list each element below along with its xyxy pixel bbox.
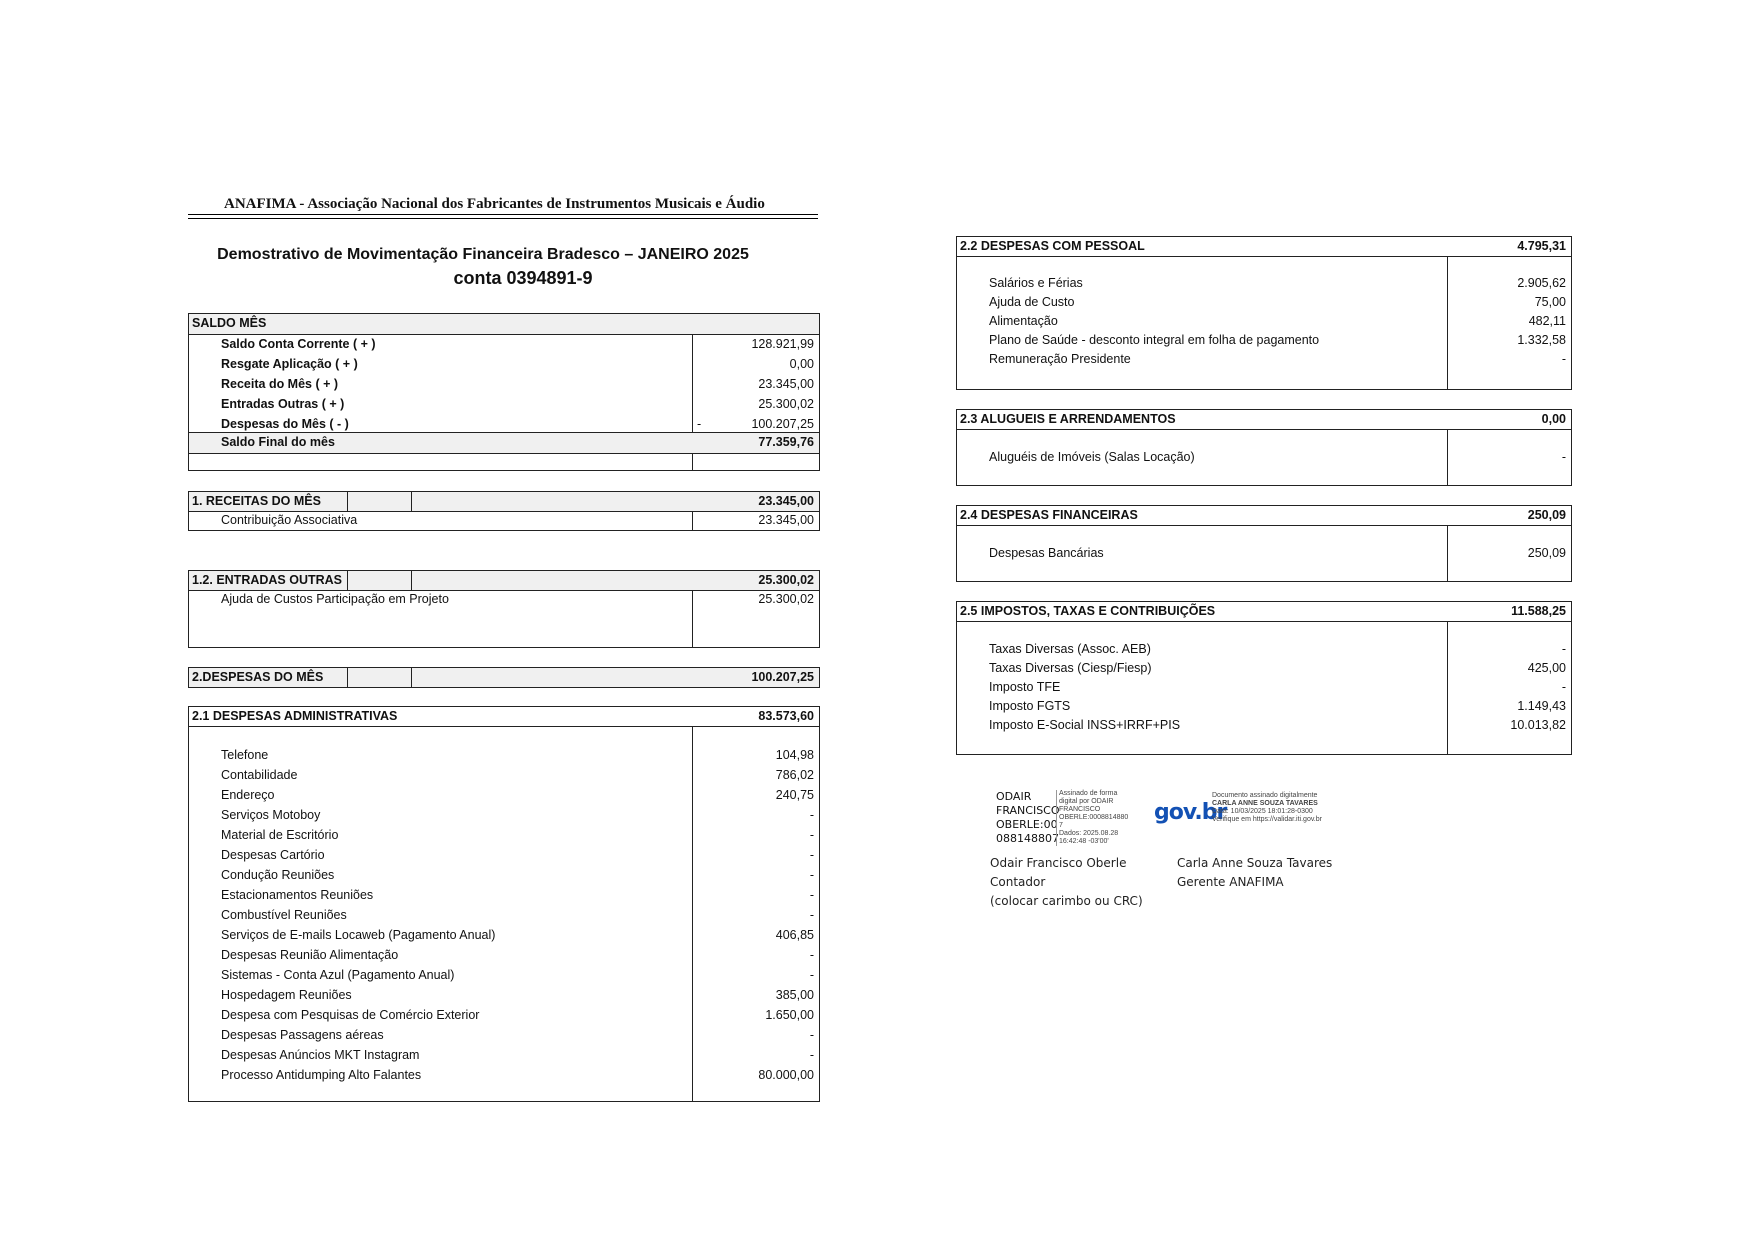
pessoal-row-value: 2.905,62 <box>1517 276 1566 290</box>
saldo-row-value: 23.345,00 <box>758 377 814 391</box>
impostos-row-value: - <box>1561 680 1566 694</box>
impostos-total: 11.588,25 <box>1511 604 1566 618</box>
minus-sign: - <box>697 417 702 431</box>
admin-row-label: Endereço <box>221 788 275 802</box>
sig-name-line: OBERLE:00 <box>996 818 1058 831</box>
admin-row-label: Serviços Motoboy <box>221 808 321 822</box>
alugueis-row-label: Aluguéis de Imóveis (Salas Locação) <box>989 450 1195 464</box>
signer-carla <box>1177 854 1332 892</box>
header-rule <box>188 218 818 219</box>
alugueis-total: 0,00 <box>1541 412 1566 426</box>
saldo-final-label: Saldo Final do mês <box>221 435 335 449</box>
admin-row-label: Sistemas - Conta Azul (Pagamento Anual) <box>221 968 455 982</box>
signature-block-odair <box>996 790 1060 846</box>
receitas-table <box>188 491 820 531</box>
admin-row-value: - <box>809 888 814 902</box>
admin-row-label: Material de Escritório <box>221 828 339 842</box>
pessoal-row-label: Ajuda de Custo <box>989 295 1075 309</box>
admin-row-value: - <box>809 828 814 842</box>
admin-row-value: - <box>809 1028 814 1042</box>
despesas-mes-heading: 2.DESPESAS DO MÊS <box>192 670 324 684</box>
gov-detail-line: CARLA ANNE SOUZA TAVARES <box>1212 800 1318 807</box>
pessoal-heading: 2.2 DESPESAS COM PESSOAL <box>960 239 1145 253</box>
pessoal-row-value: - <box>1561 352 1566 366</box>
saldo-row-value: 25.300,02 <box>758 397 814 411</box>
financeiras-heading: 2.4 DESPESAS FINANCEIRAS <box>960 508 1138 522</box>
despesas-admin-total: 83.573,60 <box>758 709 814 723</box>
admin-row-value: 385,00 <box>775 988 814 1002</box>
entradas-total: 25.300,02 <box>758 573 814 587</box>
signature-details-odair <box>1056 790 1129 846</box>
admin-row-label: Telefone <box>221 748 269 762</box>
admin-row-value: - <box>809 968 814 982</box>
impostos-row-label: Taxas Diversas (Assoc. AEB) <box>989 642 1151 656</box>
gov-detail-line: Documento assinado digitalmente <box>1212 792 1318 799</box>
signer-name: Carla Anne Souza Tavares <box>1177 856 1333 870</box>
alugueis-heading: 2.3 ALUGUEIS E ARRENDAMENTOS <box>960 412 1176 426</box>
admin-row-value: - <box>809 808 814 822</box>
entradas-table <box>188 570 820 648</box>
pessoal-row-label: Salários e Férias <box>989 276 1083 290</box>
pessoal-total: 4.795,31 <box>1517 239 1566 253</box>
impostos-heading: 2.5 IMPOSTOS, TAXAS E CONTRIBUIÇÕES <box>960 604 1216 618</box>
receitas-total: 23.345,00 <box>758 494 814 508</box>
saldo-row-label: Entradas Outras ( + ) <box>221 397 345 411</box>
admin-row-value: 104,98 <box>775 748 814 762</box>
saldo-table <box>188 313 820 471</box>
pessoal-row-label: Alimentação <box>989 314 1058 328</box>
admin-row-label: Estacionamentos Reuniões <box>221 888 374 902</box>
sig-detail-line: Assinado de forma <box>1059 790 1118 797</box>
impostos-row-label: Imposto TFE <box>989 680 1061 694</box>
saldo-row-value: 0,00 <box>789 357 814 371</box>
despesas-mes-table <box>188 667 820 688</box>
saldo-row-label: Despesas do Mês ( - ) <box>221 417 349 431</box>
signer-name: Odair Francisco Oberle <box>990 856 1127 870</box>
account-number: conta 0394891-9 <box>453 268 593 288</box>
admin-row-value: - <box>809 908 814 922</box>
financeiras-total: 250,09 <box>1527 508 1566 522</box>
impostos-row-value: - <box>1561 642 1566 656</box>
impostos-row-label: Imposto FGTS <box>989 699 1071 713</box>
receitas-heading: 1. RECEITAS DO MÊS <box>192 494 321 508</box>
govbr-logo-text: gov.br <box>1154 800 1227 825</box>
signer-note: (colocar carimbo ou CRC) <box>990 894 1143 908</box>
alugueis-table <box>956 409 1572 486</box>
admin-row-value: 1.650,00 <box>765 1008 814 1022</box>
sig-detail-line: FRANCISCO <box>1059 806 1101 813</box>
admin-row-label: Processo Antidumping Alto Falantes <box>221 1068 422 1082</box>
admin-row-value: - <box>809 948 814 962</box>
entradas-row-label: Ajuda de Custos Participação em Projeto <box>221 592 449 606</box>
gov-detail-line: Verifique em https://validar.iti.gov.br <box>1212 816 1322 823</box>
saldo-row-value: 100.207,25 <box>751 417 814 431</box>
govbr-details <box>1212 792 1352 824</box>
sig-name-line: FRANCISCO <box>996 804 1060 817</box>
organization-header: ANAFIMA - Associação Nacional dos Fabricantes de Instrumentos Musicais e Áudio <box>224 196 765 212</box>
impostos-row-label: Imposto E-Social INSS+IRRF+PIS <box>989 718 1181 732</box>
saldo-row-value: 128.921,99 <box>751 337 814 351</box>
admin-row-value: 240,75 <box>775 788 814 802</box>
despesas-admin-table <box>188 706 820 1102</box>
admin-row-label: Condução Reuniões <box>221 868 335 882</box>
admin-row-value: 80.000,00 <box>758 1068 814 1082</box>
saldo-row-label: Saldo Conta Corrente ( + ) <box>221 337 376 351</box>
admin-row-value: 786,02 <box>775 768 814 782</box>
saldo-row-label: Resgate Aplicação ( + ) <box>221 357 358 371</box>
pessoal-row-label: Remuneração Presidente <box>989 352 1131 366</box>
saldo-final-value: 77.359,76 <box>758 435 814 449</box>
pessoal-table <box>956 236 1572 390</box>
saldo-row-label: Receita do Mês ( + ) <box>221 377 339 391</box>
sig-detail-line: Dados: 2025.08.28 <box>1059 830 1119 837</box>
admin-row-label: Combustível Reuniões <box>221 908 347 922</box>
sig-detail-line: OBERLE:0008814880 <box>1059 814 1129 821</box>
admin-row-label: Despesas Passagens aéreas <box>221 1028 384 1042</box>
entradas-row-value: 25.300,02 <box>758 592 814 606</box>
alugueis-row-value: - <box>1561 450 1566 464</box>
receitas-row-value: 23.345,00 <box>758 513 814 527</box>
pessoal-row-value: 75,00 <box>1534 295 1566 309</box>
signer-role: Gerente ANAFIMA <box>1177 875 1284 889</box>
impostos-table <box>956 601 1572 755</box>
sig-detail-line: 16:42:48 -03'00' <box>1059 838 1109 845</box>
sig-detail-line: digital por ODAIR <box>1059 798 1114 805</box>
impostos-row-value: 425,00 <box>1527 661 1566 675</box>
admin-row-label: Despesas Reunião Alimentação <box>221 948 399 962</box>
admin-row-label: Serviços de E-mails Locaweb (Pagamento Anual) <box>221 928 496 942</box>
admin-row-label: Hospedagem Reuniões <box>221 988 352 1002</box>
sig-name-line: 088148807 <box>996 832 1059 845</box>
despesas-admin-heading: 2.1 DESPESAS ADMINISTRATIVAS <box>192 709 398 723</box>
financeiras-row-label: Despesas Bancárias <box>989 546 1104 560</box>
receitas-row-label: Contribuição Associativa <box>221 513 358 527</box>
gov-detail-line: Data: 10/03/2025 18:01:28-0300 <box>1212 808 1313 815</box>
signer-role: Contador <box>990 875 1046 889</box>
admin-row-value: - <box>809 868 814 882</box>
admin-row-value: 406,85 <box>775 928 814 942</box>
impostos-row-label: Taxas Diversas (Ciesp/Fiesp) <box>989 661 1152 675</box>
admin-row-label: Despesa com Pesquisas de Comércio Exterior <box>221 1008 480 1022</box>
sig-name-line: ODAIR <box>996 790 1032 803</box>
pessoal-row-value: 482,11 <box>1528 314 1566 328</box>
financeiras-row-value: 250,09 <box>1527 546 1566 560</box>
impostos-row-value: 1.149,43 <box>1517 699 1566 713</box>
admin-row-label: Contabilidade <box>221 768 298 782</box>
impostos-row-value: 10.013,82 <box>1510 718 1566 732</box>
admin-row-label: Despesas Cartório <box>221 848 325 862</box>
despesas-mes-total: 100.207,25 <box>751 670 814 684</box>
pessoal-row-label: Plano de Saúde - desconto integral em folha de pagamento <box>989 333 1320 347</box>
financeiras-table <box>956 505 1572 582</box>
header-rule <box>188 214 818 215</box>
pessoal-row-value: 1.332,58 <box>1517 333 1566 347</box>
entradas-heading: 1.2. ENTRADAS OUTRAS <box>192 573 343 587</box>
sig-detail-line: 7 <box>1059 822 1063 829</box>
signer-odair <box>990 854 1143 911</box>
saldo-heading: SALDO MÊS <box>192 316 267 330</box>
admin-row-value: - <box>809 848 814 862</box>
admin-row-value: - <box>809 1048 814 1062</box>
admin-row-label: Despesas Anúncios MKT Instagram <box>221 1048 420 1062</box>
document-title: Demostrativo de Movimentação Financeira Bradesco – JANEIRO 2025 <box>217 246 749 263</box>
